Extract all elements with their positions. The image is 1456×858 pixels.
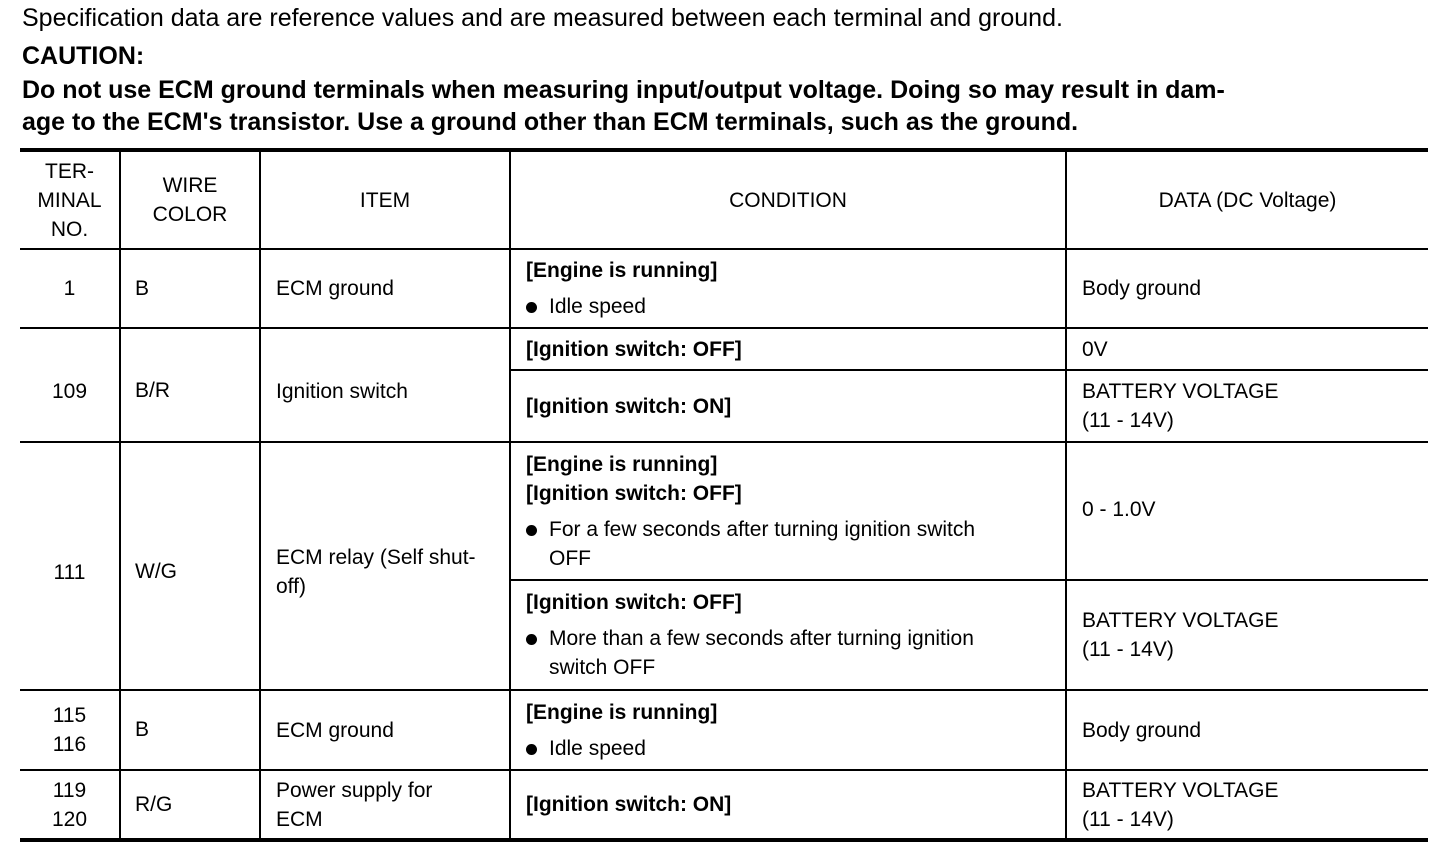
table-body — [20, 249, 1428, 840]
condition-cell — [510, 580, 1066, 690]
table-row — [20, 770, 1428, 840]
header-item: ITEM — [260, 150, 510, 249]
data-cell — [1066, 770, 1428, 840]
wire-color-cell: B/R — [120, 328, 260, 442]
table-row — [20, 442, 1428, 580]
item-cell — [260, 328, 510, 442]
data-line: 0V — [1082, 337, 1108, 361]
data-cell — [1066, 442, 1428, 580]
bullet-line: OFF — [549, 546, 591, 570]
intro-text: Specification data are reference values and are measured between each terminal and ground. — [22, 4, 1063, 32]
data-line: Body ground — [1082, 718, 1202, 742]
header-condition: CONDITION — [510, 150, 1066, 249]
condition-state: [Ignition switch: ON] — [526, 394, 732, 418]
item-line: ECM relay (Self shut- — [276, 546, 476, 569]
item-cell — [260, 442, 510, 690]
bullet-icon — [526, 744, 537, 755]
item-line: ECM ground — [276, 277, 394, 300]
condition-state: [Engine is running] — [526, 259, 718, 282]
data-line: Body ground — [1082, 277, 1202, 300]
wire-color-cell: W/G — [120, 442, 260, 690]
bullet-text — [549, 292, 646, 321]
bullet-icon — [526, 634, 537, 645]
bullet-line: More than a few seconds after turning ignition — [549, 627, 974, 650]
terminal-no-cell — [20, 770, 120, 840]
wire-color-cell: R/G — [120, 770, 260, 840]
item-line: Power supply for — [276, 778, 433, 802]
table-row — [20, 249, 1428, 328]
bullet-icon — [526, 525, 537, 536]
bullet-text — [549, 515, 975, 573]
condition-cell — [510, 442, 1066, 580]
terminal-no-cell — [20, 690, 120, 770]
bullet-line: Idle speed — [549, 295, 646, 318]
condition-cell — [510, 770, 1066, 840]
terminal-no: 120 — [51, 807, 88, 831]
condition-bullet — [526, 292, 1057, 321]
caution-text — [22, 74, 1428, 138]
header-wire-color: WIRE COLOR — [120, 150, 260, 249]
terminal-no: 1 — [63, 277, 76, 300]
condition-state: [Ignition switch: ON] — [526, 793, 732, 816]
condition-state: [Engine is running] — [526, 452, 718, 476]
header-data: DATA (DC Voltage) — [1066, 150, 1428, 249]
condition-bullet — [526, 624, 1057, 682]
terminal-no: 111 — [53, 560, 86, 584]
table-row — [20, 328, 1428, 370]
header-terminal-no: TER- MINAL NO. — [20, 150, 120, 249]
data-line: BATTERY VOLTAGE — [1082, 609, 1279, 632]
condition-state: [Ignition switch: OFF] — [526, 337, 742, 361]
item-line: off) — [276, 575, 306, 598]
item-cell — [260, 690, 510, 770]
bullet-line: For a few seconds after turning ignition switch — [549, 517, 976, 541]
table-row — [20, 690, 1428, 770]
item-cell — [260, 770, 510, 840]
item-line: ECM ground — [276, 718, 394, 742]
condition-state: [Engine is running] — [526, 700, 718, 724]
condition-cell — [510, 690, 1066, 770]
data-line: BATTERY VOLTAGE — [1082, 778, 1279, 802]
condition-bullet — [526, 734, 1057, 763]
item-line: Ignition switch — [276, 379, 408, 403]
bullet-text — [549, 734, 646, 763]
bullet-text — [549, 624, 974, 682]
data-cell — [1066, 249, 1428, 328]
bullet-icon — [526, 302, 537, 313]
terminal-no-cell — [20, 328, 120, 442]
data-line: (11 - 14V) — [1082, 807, 1174, 831]
terminal-no: 109 — [51, 379, 88, 403]
condition-state: [Ignition switch: OFF] — [526, 591, 742, 614]
terminal-no-cell — [20, 442, 120, 690]
data-line: (11 - 14V) — [1082, 638, 1174, 661]
data-cell — [1066, 580, 1428, 690]
item-line: ECM — [276, 807, 323, 831]
bullet-line: Idle speed — [549, 736, 646, 760]
data-line: 0 - 1.0V — [1082, 498, 1156, 521]
terminal-spec-table — [20, 148, 1428, 842]
table-header-row — [20, 150, 1428, 249]
item-cell — [260, 249, 510, 328]
caution-line-1: Do not use ECM ground terminals when measuring input/output voltage. Doing so may result in dam- — [22, 76, 1225, 104]
caution-line-2: age to the ECM's transistor. Use a ground other than ECM terminals, such as the ground. — [22, 108, 1079, 136]
terminal-no: 115 — [52, 704, 87, 727]
condition-cell — [510, 328, 1066, 370]
terminal-no-cell — [20, 249, 120, 328]
data-line: BATTERY VOLTAGE — [1082, 380, 1279, 403]
condition-cell — [510, 370, 1066, 442]
terminal-no: 119 — [52, 778, 87, 802]
caution-title: CAUTION: — [22, 42, 145, 70]
data-cell — [1066, 328, 1428, 370]
bullet-line: switch OFF — [549, 656, 656, 679]
condition-state: [Ignition switch: OFF] — [526, 481, 742, 505]
data-line: (11 - 14V) — [1082, 409, 1174, 432]
condition-cell — [510, 249, 1066, 328]
terminal-no: 116 — [52, 733, 87, 756]
wire-color-cell: B — [120, 249, 260, 328]
data-cell — [1066, 690, 1428, 770]
condition-bullet — [526, 515, 1057, 573]
data-cell — [1066, 370, 1428, 442]
wire-color-cell: B — [120, 690, 260, 770]
